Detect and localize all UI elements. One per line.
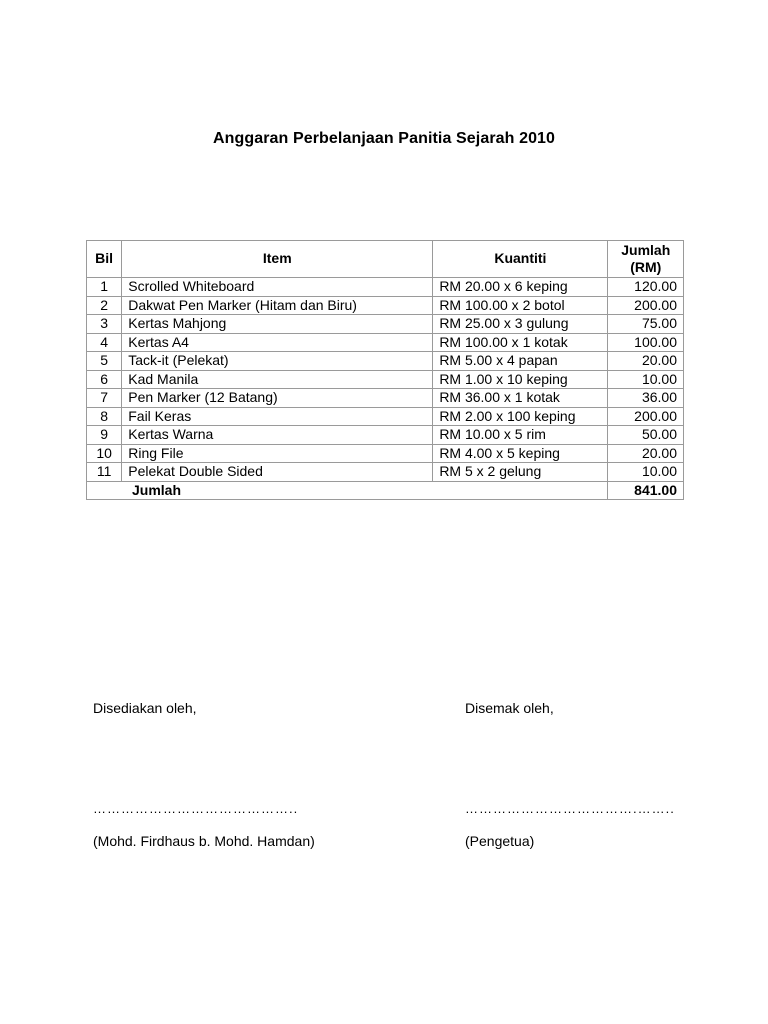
table-row: [87, 370, 684, 389]
table-row: [87, 315, 684, 334]
header-kuantiti: Kuantiti: [433, 241, 608, 278]
prepared-by-signature-line: ……………………………………..: [93, 801, 299, 816]
cell-item: Pen Marker (12 Batang): [122, 389, 433, 408]
total-value: 841.00: [608, 481, 684, 500]
cell-jumlah: 20.00: [608, 352, 684, 371]
cell-kuantiti: RM 2.00 x 100 keping: [433, 407, 608, 426]
cell-kuantiti: RM 36.00 x 1 kotak: [433, 389, 608, 408]
cell-bil: 7: [87, 389, 122, 408]
cell-bil: 4: [87, 333, 122, 352]
cell-item: Fail Keras: [122, 407, 433, 426]
cell-bil: 5: [87, 352, 122, 371]
cell-bil: 1: [87, 278, 122, 297]
cell-item: Tack-it (Pelekat): [122, 352, 433, 371]
cell-jumlah: 120.00: [608, 278, 684, 297]
total-label: Jumlah: [87, 481, 433, 500]
header-jumlah-line2: (RM): [630, 259, 662, 275]
cell-item: Kertas Warna: [122, 426, 433, 445]
cell-kuantiti: RM 4.00 x 5 keping: [433, 444, 608, 463]
cell-item: Kertas A4: [122, 333, 433, 352]
cell-item: Kertas Mahjong: [122, 315, 433, 334]
cell-item: Ring File: [122, 444, 433, 463]
cell-bil: 11: [87, 463, 122, 482]
table-row: [87, 352, 684, 371]
cell-jumlah: 10.00: [608, 463, 684, 482]
total-row: [87, 481, 684, 500]
cell-kuantiti: RM 20.00 x 6 keping: [433, 278, 608, 297]
cell-jumlah: 75.00: [608, 315, 684, 334]
cell-kuantiti: RM 5.00 x 4 papan: [433, 352, 608, 371]
header-bil: Bil: [87, 241, 122, 278]
cell-kuantiti: RM 100.00 x 2 botol: [433, 296, 608, 315]
cell-item: Dakwat Pen Marker (Hitam dan Biru): [122, 296, 433, 315]
table-row: [87, 333, 684, 352]
table-row: [87, 296, 684, 315]
checked-by-signature-line: ……………………………….……..: [465, 801, 675, 816]
cell-item: Pelekat Double Sided: [122, 463, 433, 482]
cell-jumlah: 36.00: [608, 389, 684, 408]
table-header-row: [87, 241, 684, 278]
cell-kuantiti: RM 25.00 x 3 gulung: [433, 315, 608, 334]
cell-jumlah: 50.00: [608, 426, 684, 445]
cell-jumlah: 200.00: [608, 407, 684, 426]
cell-kuantiti: RM 5 x 2 gelung: [433, 463, 608, 482]
table-row: [87, 463, 684, 482]
header-jumlah: [608, 241, 684, 278]
header-item: Item: [122, 241, 433, 278]
checked-by-name: (Pengetua): [465, 833, 535, 849]
checked-by-label: Disemak oleh,: [465, 700, 554, 716]
cell-jumlah: 20.00: [608, 444, 684, 463]
cell-bil: 10: [87, 444, 122, 463]
cell-bil: 3: [87, 315, 122, 334]
prepared-by-label: Disediakan oleh,: [93, 700, 197, 716]
cell-item: Scrolled Whiteboard: [122, 278, 433, 297]
cell-kuantiti: RM 100.00 x 1 kotak: [433, 333, 608, 352]
cell-item: Kad Manila: [122, 370, 433, 389]
cell-bil: 6: [87, 370, 122, 389]
cell-kuantiti: RM 1.00 x 10 keping: [433, 370, 608, 389]
table-row: [87, 407, 684, 426]
cell-jumlah: 10.00: [608, 370, 684, 389]
table-row: [87, 426, 684, 445]
cell-bil: 9: [87, 426, 122, 445]
budget-table: [86, 240, 684, 500]
table-row: [87, 389, 684, 408]
header-jumlah-line1: Jumlah: [621, 241, 671, 258]
cell-jumlah: 100.00: [608, 333, 684, 352]
document-title: Anggaran Perbelanjaan Panitia Sejarah 2010: [212, 130, 556, 147]
total-blank-cell: [433, 481, 608, 500]
table-row: [87, 444, 684, 463]
table-row: [87, 278, 684, 297]
prepared-by-name: (Mohd. Firdhaus b. Mohd. Hamdan): [93, 833, 315, 849]
cell-bil: 8: [87, 407, 122, 426]
cell-jumlah: 200.00: [608, 296, 684, 315]
cell-bil: 2: [87, 296, 122, 315]
cell-kuantiti: RM 10.00 x 5 rim: [433, 426, 608, 445]
